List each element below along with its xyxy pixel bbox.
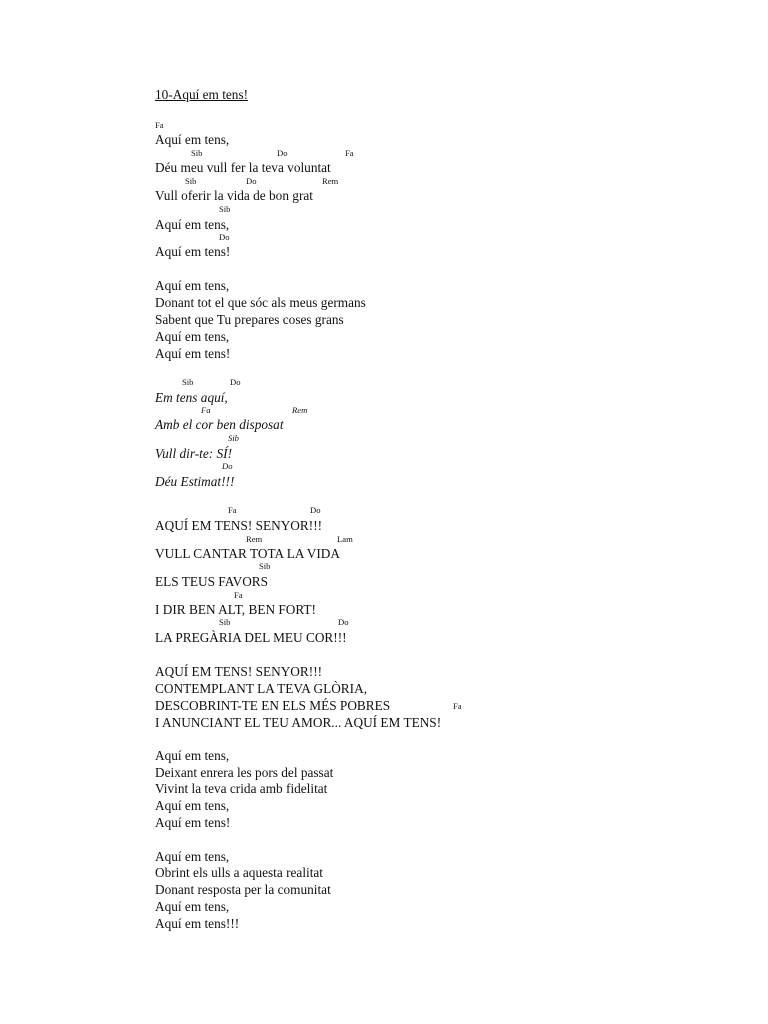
chord: Do [219,232,230,242]
lyric-line: VULL CANTAR TOTA LA VIDA [155,546,341,561]
lyric-line: Em tens aquí, [155,390,228,405]
chord: Fa [345,148,354,158]
lyric-line: CONTEMPLANT LA TEVA GLÒRIA, [155,681,368,696]
chord: Sib [228,433,239,443]
lyric-line: DESCOBRINT-TE EN ELS MÉS POBRES [155,698,391,713]
chord: Lam [337,534,353,544]
chord: Fa [453,701,462,711]
lyric-line: Aquí em tens! [155,244,231,259]
chord: Fa [234,590,243,600]
lyric-line: ELS TEUS FAVORS [155,574,269,589]
lyric-line: Aquí em tens, [155,849,230,864]
lyric-line: Vull dir-te: SÍ! [155,446,233,461]
song-title: 10-Aquí em tens! [155,87,249,102]
lyric-line: LA PREGÀRIA DEL MEU COR!!! [155,630,347,645]
lyric-line: Déu meu vull fer la teva voluntat [155,160,331,175]
lyric-line: AQUÍ EM TENS! SENYOR!!! [155,518,323,533]
chord: Do [310,505,321,515]
lyric-line: Amb el cor ben disposat [155,417,284,432]
chord: Do [277,148,288,158]
lyric-line: Donant resposta per la comunitat [155,882,331,897]
lyric-line: I ANUNCIANT EL TEU AMOR... AQUÍ EM TENS! [155,715,442,730]
lyric-line: Vivint la teva crida amb fidelitat [155,781,328,796]
lyric-line: AQUÍ EM TENS! SENYOR!!! [155,664,323,679]
lyric-line: Aquí em tens, [155,278,230,293]
lyric-line: Aquí em tens, [155,132,230,147]
chord: Sib [182,377,194,387]
lyric-line: I DIR BEN ALT, BEN FORT! [155,602,316,617]
chord: Rem [292,405,308,415]
lyric-line: Aquí em tens, [155,329,230,344]
chord: Do [230,377,241,387]
lyric-line: Obrint els ulls a aquesta realitat [155,865,324,880]
chord: Sib [259,561,271,571]
chord: Do [222,461,233,471]
chord: Fa [155,120,164,130]
chord: Rem [246,534,263,544]
chord: Sib [219,204,231,214]
lyric-line: Aquí em tens, [155,748,230,763]
lyric-line: Aquí em tens! [155,815,231,830]
lyric-line: Déu Estimat!!! [155,474,235,489]
chord: Fa [228,505,237,515]
lyric-line: Vull oferir la vida de bon grat [155,188,313,203]
lyric-line: Sabent que Tu prepares coses grans [155,312,344,327]
lyric-line: Aquí em tens, [155,798,230,813]
chord: Fa [201,405,211,415]
lyric-line: Deixant enrera les pors del passat [155,765,334,780]
lyric-line: Aquí em tens, [155,899,230,914]
chord: Sib [185,176,197,186]
chord: Rem [322,176,339,186]
chord: Do [246,176,257,186]
lyric-line: Aquí em tens! [155,346,231,361]
chord: Sib [191,148,203,158]
lyric-line: Aquí em tens!!! [155,916,240,931]
chord: Do [338,617,349,627]
lyric-line: Donant tot el que sóc als meus germans [155,295,366,310]
lyric-line: Aquí em tens, [155,217,230,232]
chord: Sib [219,617,231,627]
